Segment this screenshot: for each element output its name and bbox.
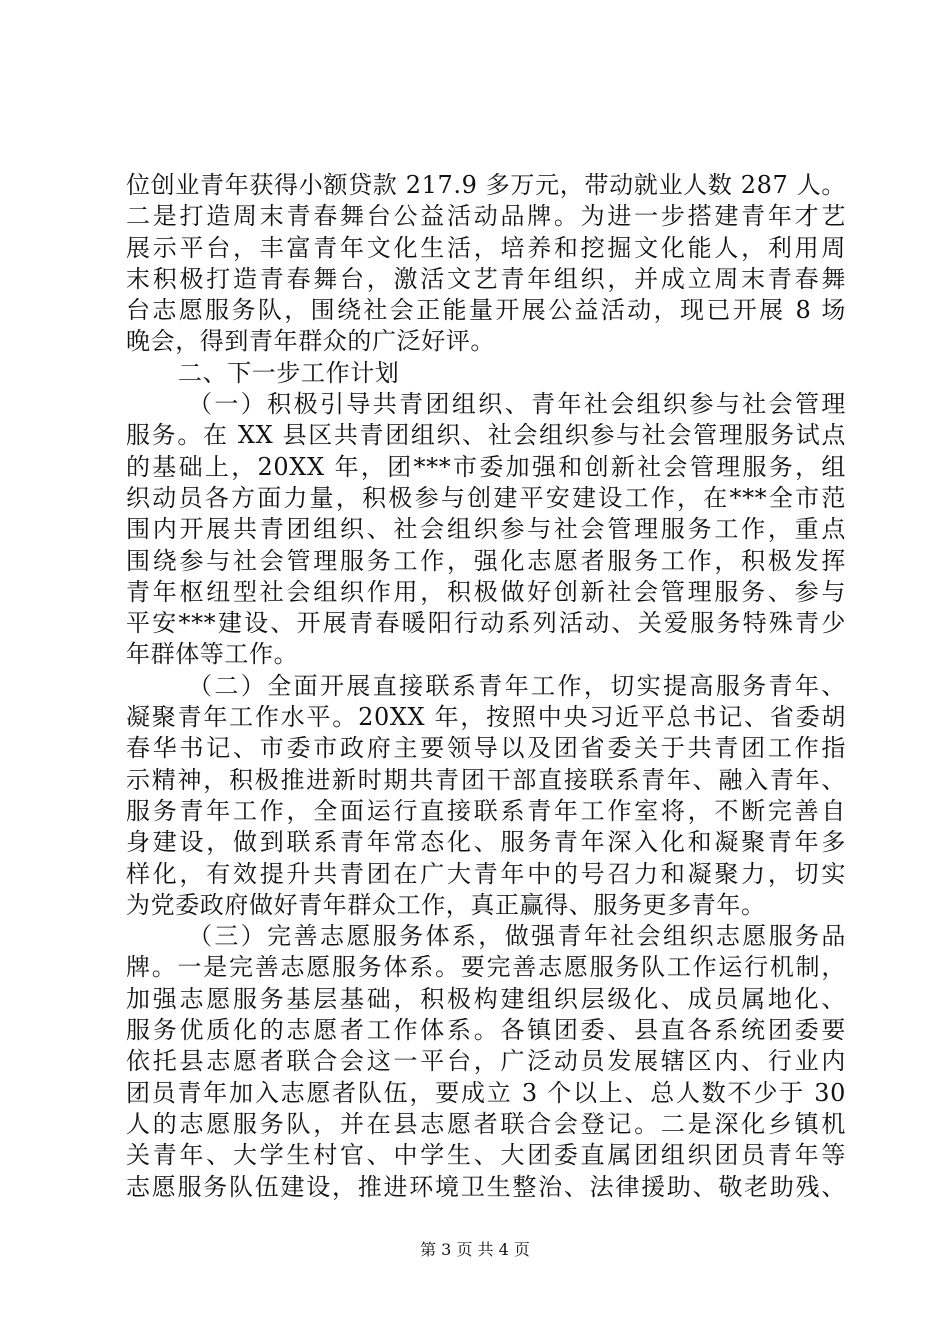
text-line: 团员青年加入志愿者队伍，要成立 3 个以上、总人数不少于 30 xyxy=(126,1078,846,1107)
page-number: 第 3 页 共 4 页 xyxy=(420,1240,530,1259)
text-line: 凝聚青年工作水平。20XX 年，按照中央习近平总书记、省委胡 xyxy=(126,703,846,732)
text-line: 服务青年工作，全面运行直接联系青年工作室将，不断完善自 xyxy=(126,796,846,825)
text-line: 身建设，做到联系青年常态化、服务青年深入化和凝聚青年多 xyxy=(126,828,846,857)
section-heading: 二、下一步工作计划 xyxy=(178,358,400,387)
text-line: 为党委政府做好青年群众工作，真正赢得、服务更多青年。 xyxy=(126,890,766,919)
text-line: 示精神，积极推进新时期共青团干部直接联系青年、融入青年、 xyxy=(126,765,846,794)
text-line: 春华书记、市委市政府主要领导以及团省委关于共青团工作指 xyxy=(126,734,846,763)
subsection-heading-line: （三）完善志愿服务体系，做强青年社会组织志愿服务品 xyxy=(188,922,846,951)
page-footer xyxy=(0,1240,950,1260)
text-line: 台志愿服务队，围绕社会正能量开展公益活动，现已开展 8 场 xyxy=(126,296,846,325)
text-line: 围绕参与社会管理服务工作，强化志愿者服务工作，积极发挥 xyxy=(126,546,846,575)
text-line: 平安***建设、开展青春暖阳行动系列活动、关爱服务特殊青少 xyxy=(126,609,846,638)
text-line: 年群体等工作。 xyxy=(126,640,299,669)
text-line: 展示平台，丰富青年文化生活，培养和挖掘文化能人，利用周 xyxy=(126,233,846,262)
text-line: 位创业青年获得小额贷款 217.9 多万元，带动就业人数 287 人。 xyxy=(126,171,846,199)
text-line: 二是打造周末青春舞台公益活动品牌。为进一步搭建青年才艺 xyxy=(126,202,846,231)
text-line: 服务优质化的志愿者工作体系。各镇团委、县直各系统团委要 xyxy=(126,1016,846,1045)
text-line: 晚会，得到青年群众的广泛好评。 xyxy=(126,327,495,356)
text-line: 围内开展共青团组织、社会组织参与社会管理服务工作，重点 xyxy=(126,515,846,544)
document-body xyxy=(126,170,846,1203)
subsection-heading-line: （二）全面开展直接联系青年工作，切实提高服务青年、 xyxy=(188,671,846,700)
text-line: 人的志愿服务队，并在县志愿者联合会登记。二是深化乡镇机 xyxy=(126,1109,846,1138)
text-line: 末积极打造青春舞台，激活文艺青年组织，并成立周末青春舞 xyxy=(126,264,846,293)
text-line: 依托县志愿者联合会这一平台，广泛动员发展辖区内、行业内 xyxy=(126,1047,846,1076)
text-line: 牌。一是完善志愿服务体系。要完善志愿服务队工作运行机制， xyxy=(126,953,846,982)
text-line: 的基础上，20XX 年，团***市委加强和创新社会管理服务，组 xyxy=(126,452,846,481)
text-line: 关青年、大学生村官、中学生、大团委直属团组织团员青年等 xyxy=(126,1141,846,1170)
text-line: 服务。在 XX 县区共青团组织、社会组织参与社会管理服务试点 xyxy=(126,421,846,450)
subsection-heading-line: （一）积极引导共青团组织、青年社会组织参与社会管理 xyxy=(188,390,846,419)
text-line: 织动员各方面力量，积极参与创建平安建设工作，在***全市范 xyxy=(126,483,846,512)
text-line: 志愿服务队伍建设，推进环境卫生整治、法律援助、敬老助残、 xyxy=(126,1172,846,1201)
text-line: 青年枢纽型社会组织作用，积极做好创新社会管理服务、参与 xyxy=(126,577,846,606)
text-line: 样化，有效提升共青团在广大青年中的号召力和凝聚力，切实 xyxy=(126,859,846,888)
text-line: 加强志愿服务基层基础，积极构建组织层级化、成员属地化、 xyxy=(126,984,846,1013)
